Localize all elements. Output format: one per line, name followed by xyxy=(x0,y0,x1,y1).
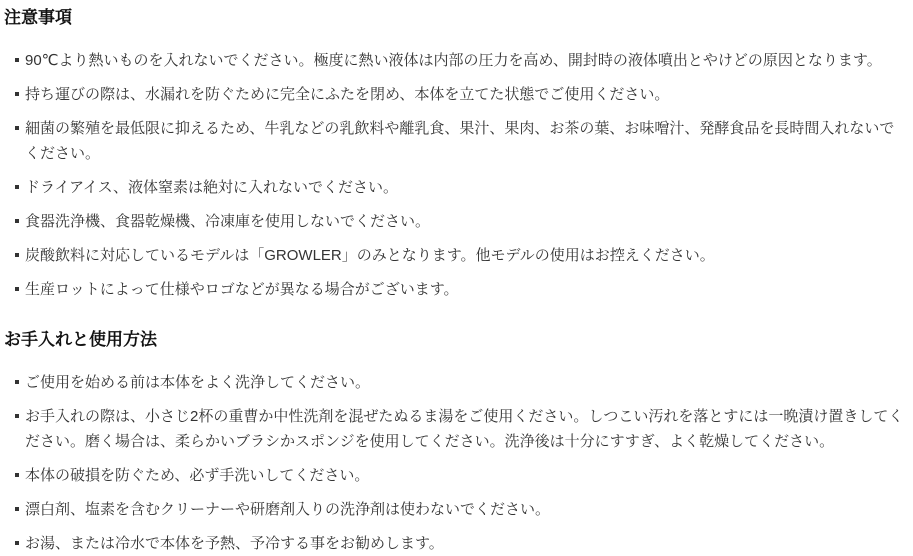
square-bullet-icon xyxy=(15,473,19,477)
square-bullet-icon xyxy=(15,541,19,545)
list-item xyxy=(15,48,909,73)
list-item-text: 炭酸飲料に対応しているモデルは「GROWLER」のみとなります。他モデルの使用はお控えください。 xyxy=(25,247,715,264)
list-item xyxy=(15,209,909,234)
square-bullet-icon xyxy=(15,58,19,62)
list-item xyxy=(15,116,909,166)
list-item-text: ご使用を始める前は本体をよく洗浄してください。 xyxy=(25,374,371,391)
list-item xyxy=(15,404,909,454)
list-item-text: お手入れの際は、小さじ2杯の重曹か中性洗剤を混ぜたぬるま湯をご使用ください。しつこい汚れを落とすには一晩漬け置きしてください。磨く場合は、柔らかいブラシかスポンジを使用してください。洗浄後は十分にすすぎ、よく乾燥してください。 xyxy=(25,408,904,450)
square-bullet-icon xyxy=(15,92,19,96)
list-item xyxy=(15,531,909,556)
square-bullet-icon xyxy=(15,380,19,384)
list-item-text: 漂白剤、塩素を含むクリーナーや研磨剤入りの洗浄剤は使わないでください。 xyxy=(25,501,551,518)
section-heading-precautions: 注意事項 xyxy=(4,8,72,27)
list-item-text: 本体の破損を防ぐため、必ず手洗いしてください。 xyxy=(25,467,370,484)
list-item-text: ドライアイス、液体窒素は絶対に入れないでください。 xyxy=(25,179,399,196)
list-item-text: 90℃より熱いものを入れないでください。極度に熱い液体は内部の圧力を高め、開封時の液体噴出とやけどの原因となります。 xyxy=(25,52,882,69)
list-item xyxy=(15,175,909,200)
list-item-text: 持ち運びの際は、水漏れを防ぐために完全にふたを閉め、本体を立てた状態でご使用ください。 xyxy=(25,86,670,103)
care-instructions-list xyxy=(4,370,909,556)
square-bullet-icon xyxy=(15,219,19,223)
square-bullet-icon xyxy=(15,253,19,257)
list-item-text: 食器洗浄機、食器乾燥機、冷凍庫を使用しないでください。 xyxy=(25,213,431,230)
precautions-list xyxy=(4,48,909,302)
square-bullet-icon xyxy=(15,507,19,511)
square-bullet-icon xyxy=(15,185,19,189)
list-item xyxy=(15,463,909,488)
section-heading-care-instructions: お手入れと使用方法 xyxy=(4,330,157,349)
square-bullet-icon xyxy=(15,126,19,130)
list-item xyxy=(15,243,909,268)
list-item-text: 細菌の繁殖を最低限に抑えるため、牛乳などの乳飲料や離乳食、果汁、果肉、お茶の葉、お味噌汁、発酵食品を長時間入れないでください。 xyxy=(25,120,895,162)
square-bullet-icon xyxy=(15,287,19,291)
list-item-text: お湯、または冷水で本体を予熱、予冷する事をお勧めします。 xyxy=(25,535,444,552)
list-item xyxy=(15,497,909,522)
list-item xyxy=(15,82,909,107)
list-item xyxy=(15,370,909,395)
square-bullet-icon xyxy=(15,414,19,418)
list-item-text: 生産ロットによって仕様やロゴなどが異なる場合がございます。 xyxy=(25,281,459,298)
list-item xyxy=(15,277,909,302)
